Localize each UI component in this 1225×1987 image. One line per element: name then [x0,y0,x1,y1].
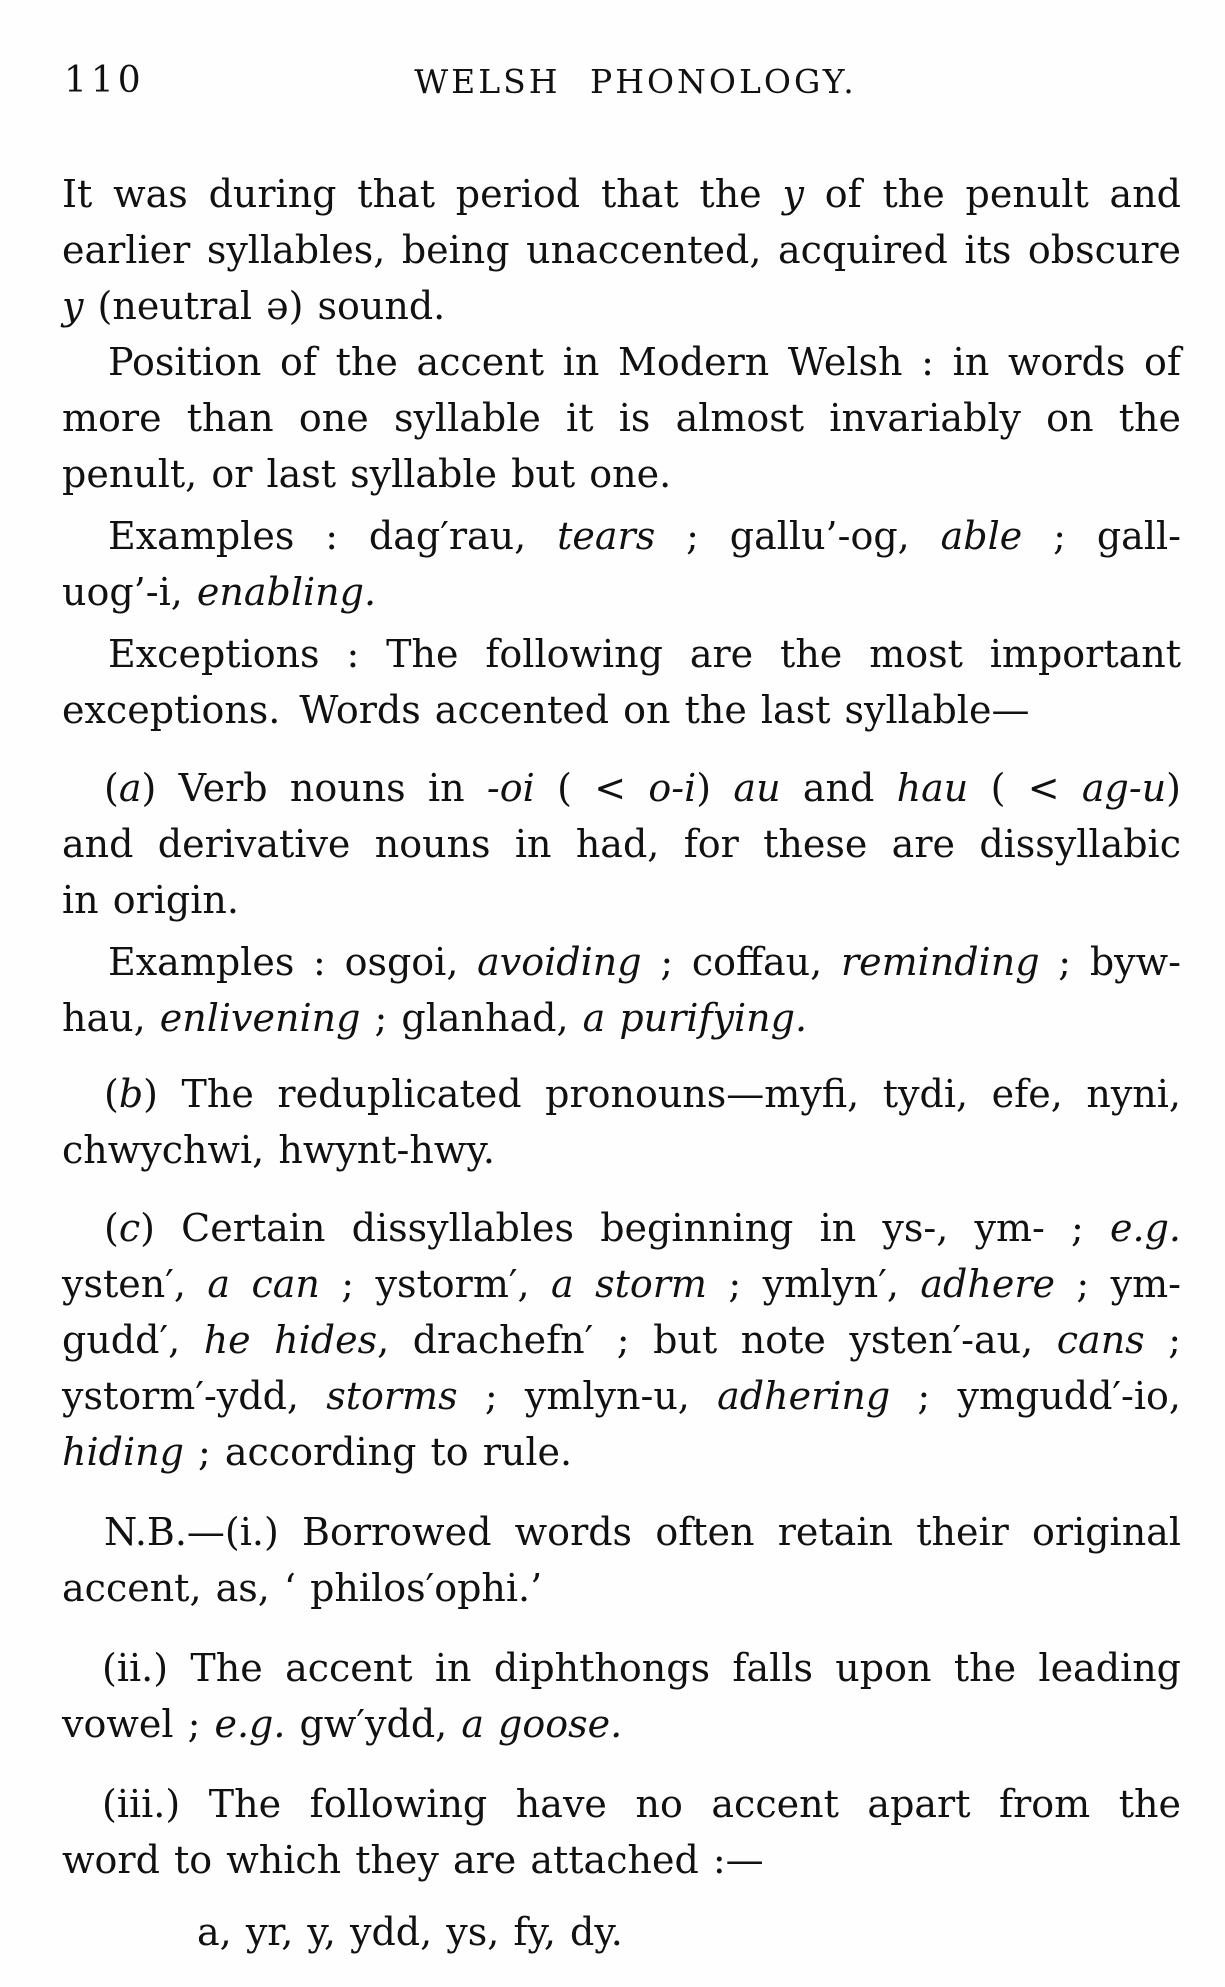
italic-run: c [118,1206,141,1250]
text-line [62,1256,1181,1312]
text-run: ( [104,1206,119,1250]
italic-run: e.g. [1110,1206,1181,1250]
paragraph-accent-position [62,334,1181,502]
text-line [62,1368,1181,1424]
text-run: Position of the accent in Modern Welsh : in words of [108,340,1181,384]
text-line [62,1904,1181,1960]
text-run: and derivative nouns in had, for these are dissyllabic [62,822,1181,866]
page-body [62,166,1181,1960]
italic-run: adhere [920,1262,1055,1306]
italic-run: hau [896,766,969,810]
text-run: hau, [62,996,160,1040]
text-run: exceptions. Words accented on the last syllable— [62,688,1030,732]
text-run: of the penult and [803,172,1181,216]
text-run: N.B.—(i.) Borrowed words often retain their original [104,1510,1181,1554]
text-run: chwychwi, hwynt-hwy. [62,1128,495,1172]
text-line [62,872,1181,928]
italic-run: reminding [840,940,1040,984]
text-run: Examples : osgoi, [108,940,478,984]
italic-run: y [62,284,84,328]
text-run: ; ymlyn′, [706,1262,921,1306]
text-line [62,1560,1181,1616]
text-run: ) Certain dissyllables beginning in ys-, ym- ; [140,1206,1111,1250]
paragraph-rule-a [62,760,1181,928]
text-line [62,508,1181,564]
italic-run: a goose. [461,1702,623,1746]
italic-run: e.g. [214,1702,286,1746]
text-run: ; ymgudd′-io, [890,1374,1182,1418]
text-run: and [780,766,897,810]
italic-run: o-i [648,766,697,810]
text-line [62,222,1181,278]
italic-run: he hides [203,1318,378,1362]
paragraph-note-iii [62,1776,1181,1888]
running-head [62,60,1181,106]
text-run: in origin. [62,878,239,922]
paragraph-note-i [62,1504,1181,1616]
running-header-title: WELSH PHONOLOGY. [414,62,857,101]
text-run: ( [104,1072,119,1116]
text-line [62,564,1181,620]
italic-run: enabling. [196,570,377,614]
text-run: gudd′, [62,1318,204,1362]
text-run: It was during that period that the [62,172,783,216]
italic-run: b [118,1072,144,1116]
italic-run: avoiding [477,940,642,984]
italic-run: able [940,514,1023,558]
text-run: (iii.) The following have no accent apart from the [102,1782,1181,1826]
text-run: ) [1166,766,1181,810]
text-run: ) Verb nouns in [141,766,487,810]
text-line [62,816,1181,872]
italic-run: a purifying. [582,996,808,1040]
text-run: a, yr, y, ydd, ys, fy, dy. [197,1910,623,1954]
text-run: gw′ydd, [285,1702,462,1746]
text-line [62,278,1181,334]
text-line [62,1066,1181,1122]
text-run: ( < [534,766,649,810]
text-line [62,166,1181,222]
text-run: ; according to rule. [183,1430,573,1474]
paragraph-examples-rule-a [62,934,1181,1046]
text-run: (ii.) The accent in diphthongs falls upon the leading [102,1646,1181,1690]
text-run: more than one syllable it is almost invariably on the [62,396,1181,440]
text-run: ; gall- [1022,514,1181,558]
text-run: ( [104,766,119,810]
text-line [62,334,1181,390]
text-line [62,990,1181,1046]
paragraph-note-ii [62,1640,1181,1752]
italic-run: adhering [717,1374,891,1418]
text-run: ; gallu’-og, [655,514,941,558]
text-run: uog’-i, [62,570,197,614]
text-run: ) The reduplicated pronouns—myfi, tydi, efe, nyni, [143,1072,1181,1116]
text-line [62,934,1181,990]
text-run: earlier syllables, being unaccented, acquired its obscure [62,228,1181,272]
text-run: Exceptions : The following are the most important [108,632,1181,676]
italic-run: enlivening [159,996,361,1040]
page-number: 110 [64,60,145,101]
text-line [62,682,1181,738]
text-line [62,1312,1181,1368]
italic-run: -oi [486,766,535,810]
text-run: (neutral ə) sound. [83,284,446,328]
text-run: penult, or last syllable but one. [62,452,672,496]
text-run: Examples : dag′rau, [108,514,558,558]
italic-run: hiding [62,1430,184,1474]
italic-run: au [733,766,781,810]
italic-run: tears [557,514,656,558]
text-run: ; ymlyn-u, [457,1374,718,1418]
text-run: ; ym- [1055,1262,1182,1306]
text-line [62,1832,1181,1888]
paragraph-exceptions-intro [62,626,1181,738]
text-run: ; byw- [1039,940,1181,984]
italic-run: storms [326,1374,458,1418]
paragraph-intro-continuation [62,166,1181,334]
paragraph-examples-accent [62,508,1181,620]
paragraph-enclitics-list [62,1904,1181,1960]
text-run: ; [1144,1318,1181,1362]
text-run: ; coffau, [641,940,841,984]
paragraph-rule-c [62,1200,1181,1480]
text-line [62,1504,1181,1560]
italic-run: cans [1056,1318,1145,1362]
text-line [62,390,1181,446]
text-line [62,1424,1181,1480]
text-run: ( < [968,766,1082,810]
paragraph-rule-b [62,1066,1181,1178]
text-line [62,626,1181,682]
text-line [62,1776,1181,1832]
italic-run: ag-u [1081,766,1167,810]
text-run: , drachefn′ ; but note ysten′-au, [377,1318,1057,1362]
text-run: ysten′, [62,1262,208,1306]
italic-run: a [118,766,142,810]
text-run: ; glanhad, [360,996,583,1040]
text-run: accent, as, ‘ philos′ophi.’ [62,1566,543,1610]
text-line [62,760,1181,816]
italic-run: a can [207,1262,320,1306]
text-line [62,1200,1181,1256]
italic-run: y [782,172,804,216]
text-line [62,1696,1181,1752]
text-run: word to which they are attached :— [62,1838,764,1882]
italic-run: a storm [551,1262,707,1306]
text-run: ystorm′-ydd, [62,1374,327,1418]
text-line [62,1122,1181,1178]
text-line [62,446,1181,502]
text-run: ) [696,766,734,810]
text-run: ; ystorm′, [319,1262,552,1306]
text-run: vowel ; [62,1702,215,1746]
text-line [62,1640,1181,1696]
